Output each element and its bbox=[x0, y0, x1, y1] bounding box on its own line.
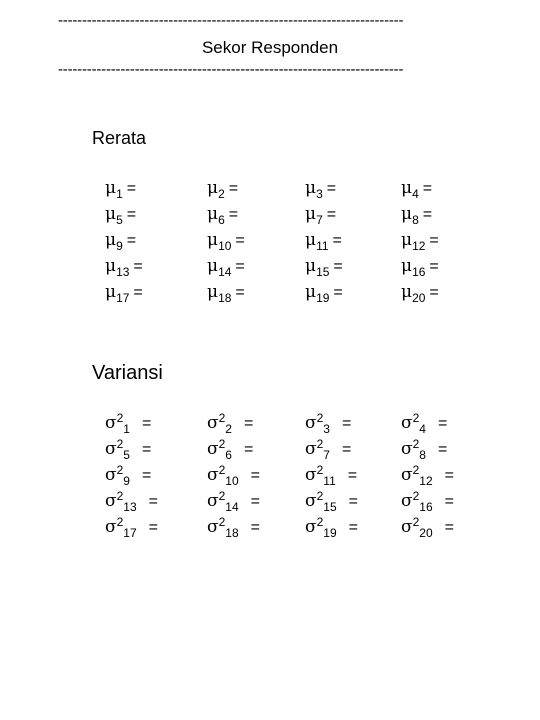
rerata-symbol: μ bbox=[401, 204, 413, 224]
variansi-subscript: 3 bbox=[323, 422, 330, 436]
variansi-subscript: 17 bbox=[123, 526, 137, 540]
variansi-superscript: 2 bbox=[218, 411, 226, 425]
variansi-symbol: σ bbox=[305, 517, 317, 537]
variansi-symbol: σ bbox=[105, 413, 117, 433]
variansi-entry bbox=[105, 465, 151, 486]
variansi-heading: Variansi bbox=[92, 362, 163, 384]
variansi-equals-sign: = bbox=[243, 415, 254, 432]
variansi-entry bbox=[105, 413, 151, 434]
rerata-entry bbox=[401, 178, 432, 199]
variansi-subscript: 11 bbox=[323, 474, 336, 488]
rerata-subscript: 13 bbox=[116, 265, 130, 279]
variansi-entry bbox=[305, 517, 358, 538]
top-divider: ------------------------------------------------------------------------ bbox=[58, 14, 404, 28]
rerata-entry bbox=[105, 230, 136, 251]
variansi-entry bbox=[305, 491, 358, 512]
rerata-equals-sign: = bbox=[422, 180, 433, 197]
variansi-row bbox=[105, 465, 485, 491]
variance-grid bbox=[105, 413, 485, 543]
rerata-equals-sign: = bbox=[228, 180, 239, 197]
variansi-entry bbox=[207, 517, 260, 538]
variansi-equals-sign: = bbox=[347, 467, 358, 484]
variansi-symbol: σ bbox=[105, 517, 117, 537]
variansi-entry bbox=[105, 439, 151, 460]
rerata-subscript: 3 bbox=[316, 187, 323, 201]
variansi-symbol: σ bbox=[305, 465, 317, 485]
page-title: Sekor Responden bbox=[201, 38, 339, 57]
variansi-equals-sign: = bbox=[341, 441, 352, 458]
variansi-superscript: 2 bbox=[218, 437, 226, 451]
variansi-symbol: σ bbox=[305, 491, 317, 511]
rerata-equals-sign: = bbox=[133, 284, 143, 301]
variansi-subscript: 18 bbox=[225, 526, 239, 540]
variansi-entry bbox=[305, 439, 351, 460]
rerata-symbol: μ bbox=[305, 282, 317, 302]
variansi-row bbox=[105, 439, 485, 465]
rerata-equals-sign: = bbox=[429, 258, 439, 275]
rerata-symbol: μ bbox=[207, 178, 219, 198]
variansi-symbol: σ bbox=[401, 413, 413, 433]
variansi-entry bbox=[207, 491, 260, 512]
variansi-row bbox=[105, 517, 485, 543]
variansi-subscript: 10 bbox=[225, 474, 239, 488]
variansi-superscript: 2 bbox=[116, 463, 124, 477]
rerata-symbol: μ bbox=[207, 256, 219, 276]
rerata-equals-sign: = bbox=[422, 206, 433, 223]
variansi-subscript: 14 bbox=[225, 500, 239, 514]
variansi-equals-sign: = bbox=[141, 415, 152, 432]
variansi-subscript: 2 bbox=[225, 422, 232, 436]
variansi-subscript: 15 bbox=[323, 500, 337, 514]
rerata-entry bbox=[305, 282, 343, 303]
variansi-equals-sign: = bbox=[444, 519, 454, 536]
bottom-divider: ------------------------------------------------------------------------ bbox=[58, 63, 404, 77]
variansi-equals-sign: = bbox=[348, 493, 358, 510]
rerata-row bbox=[105, 230, 485, 256]
variansi-symbol: σ bbox=[207, 439, 219, 459]
rerata-subscript: 11 bbox=[316, 239, 329, 253]
variansi-symbol: σ bbox=[207, 465, 219, 485]
rerata-symbol: μ bbox=[401, 282, 413, 302]
variansi-subscript: 7 bbox=[323, 448, 330, 462]
rerata-row bbox=[105, 282, 485, 308]
rerata-subscript: 17 bbox=[116, 291, 130, 305]
rerata-symbol: μ bbox=[401, 256, 413, 276]
variansi-subscript: 20 bbox=[419, 526, 433, 540]
variansi-equals-sign: = bbox=[243, 441, 254, 458]
variansi-superscript: 2 bbox=[316, 489, 324, 503]
variansi-equals-sign: = bbox=[444, 467, 454, 484]
rerata-row bbox=[105, 178, 485, 204]
rerata-subscript: 12 bbox=[412, 239, 426, 253]
rerata-symbol: μ bbox=[207, 282, 219, 302]
variansi-superscript: 2 bbox=[412, 489, 420, 503]
variansi-superscript: 2 bbox=[412, 411, 420, 425]
rerata-entry bbox=[305, 230, 342, 251]
variansi-superscript: 2 bbox=[412, 463, 420, 477]
rerata-entry bbox=[207, 282, 245, 303]
rerata-equals-sign: = bbox=[235, 258, 245, 275]
rerata-subscript: 20 bbox=[412, 291, 426, 305]
rerata-equals-sign: = bbox=[126, 206, 137, 223]
rerata-heading: Rerata bbox=[92, 128, 147, 148]
variansi-entry bbox=[207, 465, 260, 486]
rerata-equals-sign: = bbox=[235, 232, 245, 249]
variansi-subscript: 9 bbox=[123, 474, 130, 488]
variansi-equals-sign: = bbox=[341, 415, 352, 432]
variansi-equals-sign: = bbox=[348, 519, 358, 536]
rerata-row bbox=[105, 204, 485, 230]
rerata-subscript: 4 bbox=[412, 187, 419, 201]
variansi-symbol: σ bbox=[207, 491, 219, 511]
rerata-symbol: μ bbox=[105, 282, 117, 302]
rerata-equals-sign: = bbox=[429, 232, 439, 249]
variansi-subscript: 6 bbox=[225, 448, 232, 462]
rerata-symbol: μ bbox=[305, 204, 317, 224]
rerata-symbol: μ bbox=[401, 230, 413, 250]
rerata-entry bbox=[105, 256, 143, 277]
variansi-symbol: σ bbox=[401, 517, 413, 537]
variansi-subscript: 19 bbox=[323, 526, 337, 540]
variansi-subscript: 12 bbox=[419, 474, 433, 488]
variansi-superscript: 2 bbox=[316, 411, 324, 425]
rerata-subscript: 8 bbox=[412, 213, 419, 227]
variansi-subscript: 1 bbox=[123, 422, 130, 436]
variansi-symbol: σ bbox=[305, 439, 317, 459]
rerata-symbol: μ bbox=[401, 178, 413, 198]
rerata-symbol: μ bbox=[105, 230, 117, 250]
variansi-symbol: σ bbox=[401, 439, 413, 459]
rerata-entry bbox=[207, 204, 238, 225]
variansi-superscript: 2 bbox=[218, 489, 226, 503]
variansi-equals-sign: = bbox=[444, 493, 454, 510]
rerata-subscript: 16 bbox=[412, 265, 426, 279]
variansi-superscript: 2 bbox=[412, 515, 420, 529]
rerata-entry bbox=[105, 282, 143, 303]
rerata-equals-sign: = bbox=[126, 180, 137, 197]
rerata-subscript: 14 bbox=[218, 265, 232, 279]
variansi-symbol: σ bbox=[401, 465, 413, 485]
rerata-equals-sign: = bbox=[429, 284, 439, 301]
variansi-superscript: 2 bbox=[116, 515, 124, 529]
variansi-entry bbox=[305, 465, 357, 486]
rerata-entry bbox=[305, 204, 336, 225]
variansi-subscript: 16 bbox=[419, 500, 433, 514]
rerata-subscript: 6 bbox=[218, 213, 225, 227]
rerata-entry bbox=[401, 230, 439, 251]
variansi-superscript: 2 bbox=[316, 515, 324, 529]
variansi-entry bbox=[401, 517, 454, 538]
variansi-entry bbox=[401, 491, 454, 512]
rerata-equals-sign: = bbox=[332, 232, 342, 249]
variansi-subscript: 4 bbox=[419, 422, 426, 436]
rerata-subscript: 5 bbox=[116, 213, 123, 227]
rerata-symbol: μ bbox=[305, 230, 317, 250]
rerata-subscript: 19 bbox=[316, 291, 330, 305]
rerata-entry bbox=[305, 178, 336, 199]
rerata-entry bbox=[105, 178, 136, 199]
rerata-equals-sign: = bbox=[228, 206, 239, 223]
rerata-subscript: 18 bbox=[218, 291, 232, 305]
rerata-equals-sign: = bbox=[326, 206, 337, 223]
variansi-entry bbox=[207, 439, 253, 460]
variansi-equals-sign: = bbox=[250, 519, 260, 536]
variansi-equals-sign: = bbox=[148, 519, 158, 536]
rerata-equals-sign: = bbox=[326, 180, 337, 197]
variansi-entry bbox=[207, 413, 253, 434]
rerata-entry bbox=[207, 230, 245, 251]
variansi-superscript: 2 bbox=[116, 489, 124, 503]
variansi-equals-sign: = bbox=[148, 493, 158, 510]
rerata-equals-sign: = bbox=[126, 232, 137, 249]
rerata-entry bbox=[401, 204, 432, 225]
variansi-entry bbox=[105, 517, 158, 538]
rerata-symbol: μ bbox=[305, 178, 317, 198]
variansi-symbol: σ bbox=[305, 413, 317, 433]
variansi-superscript: 2 bbox=[316, 437, 324, 451]
variansi-equals-sign: = bbox=[250, 467, 260, 484]
variansi-symbol: σ bbox=[105, 439, 117, 459]
variansi-equals-sign: = bbox=[141, 467, 152, 484]
variansi-subscript: 8 bbox=[419, 448, 426, 462]
rerata-symbol: μ bbox=[105, 256, 117, 276]
rerata-symbol: μ bbox=[105, 204, 117, 224]
variansi-superscript: 2 bbox=[116, 437, 124, 451]
variansi-symbol: σ bbox=[401, 491, 413, 511]
variansi-superscript: 2 bbox=[316, 463, 324, 477]
rerata-equals-sign: = bbox=[333, 258, 343, 275]
rerata-subscript: 7 bbox=[316, 213, 323, 227]
variansi-row bbox=[105, 491, 485, 517]
rerata-row bbox=[105, 256, 485, 282]
rerata-subscript: 9 bbox=[116, 239, 123, 253]
rerata-subscript: 10 bbox=[218, 239, 232, 253]
rerata-equals-sign: = bbox=[133, 258, 143, 275]
variansi-symbol: σ bbox=[105, 491, 117, 511]
variansi-equals-sign: = bbox=[437, 415, 448, 432]
variansi-symbol: σ bbox=[207, 517, 219, 537]
variansi-subscript: 13 bbox=[123, 500, 137, 514]
rerata-entry bbox=[207, 178, 238, 199]
rerata-subscript: 15 bbox=[316, 265, 330, 279]
rerata-subscript: 2 bbox=[218, 187, 225, 201]
rerata-equals-sign: = bbox=[235, 284, 245, 301]
variansi-entry bbox=[105, 491, 158, 512]
variansi-superscript: 2 bbox=[218, 515, 226, 529]
variansi-superscript: 2 bbox=[412, 437, 420, 451]
variansi-row bbox=[105, 413, 485, 439]
variansi-symbol: σ bbox=[105, 465, 117, 485]
rerata-entry bbox=[401, 256, 439, 277]
rerata-entry bbox=[305, 256, 343, 277]
rerata-entry bbox=[401, 282, 439, 303]
variansi-equals-sign: = bbox=[250, 493, 260, 510]
rerata-subscript: 1 bbox=[116, 187, 123, 201]
variansi-superscript: 2 bbox=[116, 411, 124, 425]
mean-grid bbox=[105, 178, 485, 308]
rerata-symbol: μ bbox=[207, 204, 219, 224]
variansi-entry bbox=[401, 439, 447, 460]
variansi-superscript: 2 bbox=[218, 463, 226, 477]
variansi-entry bbox=[401, 413, 447, 434]
variansi-subscript: 5 bbox=[123, 448, 130, 462]
variansi-entry bbox=[401, 465, 454, 486]
variansi-equals-sign: = bbox=[437, 441, 448, 458]
rerata-equals-sign: = bbox=[333, 284, 343, 301]
rerata-entry bbox=[105, 204, 136, 225]
rerata-symbol: μ bbox=[207, 230, 219, 250]
variansi-equals-sign: = bbox=[141, 441, 152, 458]
variansi-entry bbox=[305, 413, 351, 434]
rerata-symbol: μ bbox=[305, 256, 317, 276]
rerata-symbol: μ bbox=[105, 178, 117, 198]
rerata-entry bbox=[207, 256, 245, 277]
variansi-symbol: σ bbox=[207, 413, 219, 433]
